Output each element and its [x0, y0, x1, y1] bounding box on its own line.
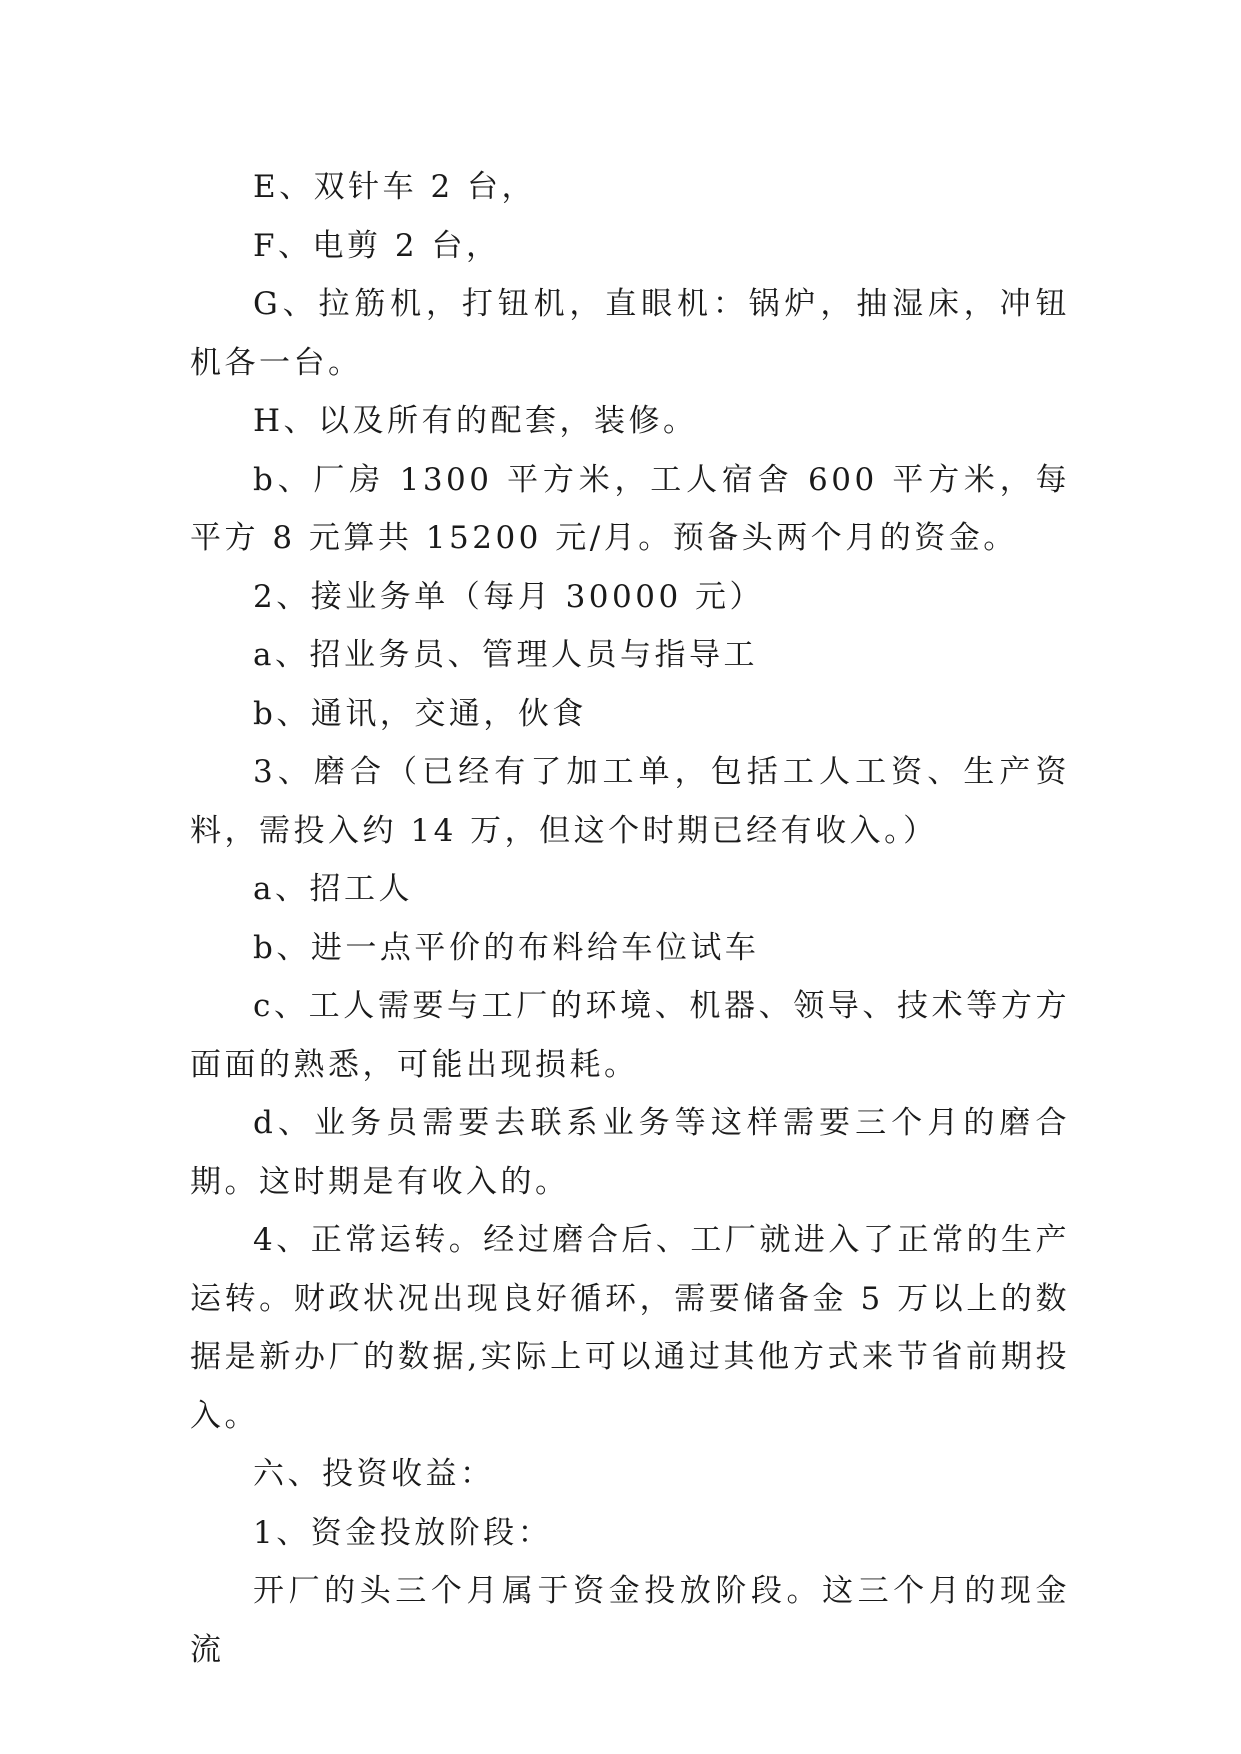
paragraph-equipment-g: G、拉筋机，打钮机，直眼机：锅炉，抽湿床，冲钮机各一台。: [190, 286, 1070, 381]
subheading-capital-stage: 1、资金投放阶段：: [253, 1514, 553, 1551]
document-body: [190, 158, 1070, 1679]
paragraph-hire-staff: a、招业务员、管理人员与指导工: [253, 637, 758, 673]
paragraph-break-in: 3、磨合（已经有了加工单，包括工人工资、生产资料，需投入约 14 万，但这个时期已经有收入。）: [190, 754, 1070, 849]
paragraph-salesman-period: d、业务员需要去联系业务等这样需要三个月的磨合期。这时期是有收入的。: [190, 1105, 1070, 1200]
paragraph-business-orders: 2、接业务单（每月 30000 元）: [253, 578, 765, 615]
paragraph-equipment-h: H、以及所有的配套，装修。: [253, 403, 698, 439]
paragraph-worker-familiarization: c、工人需要与工厂的环境、机器、领导、技术等方方面面的熟悉，可能出现损耗。: [190, 988, 1070, 1083]
paragraph-trial-fabric: b、进一点平价的布料给车位试车: [253, 929, 760, 966]
section-heading-investment-return: 六、投资收益：: [253, 1456, 495, 1492]
paragraph-communication: b、通讯，交通，伙食: [253, 695, 587, 732]
paragraph-equipment-e: E、双针车 2 台，: [253, 169, 537, 205]
paragraph-normal-operation: 4、正常运转。经过磨合后、工厂就进入了正常的生产运转。财政状况出现良好循环，需要储备金 5 万以上的数据是新办厂的数据,实际上可以通过其他方式来节省前期投入。: [190, 1222, 1070, 1434]
paragraph-first-three-months: 开厂的头三个月属于资金投放阶段。这三个月的现金流: [190, 1573, 1070, 1668]
paragraph-hire-workers: a、招工人: [253, 871, 413, 907]
paragraph-factory-rent: b、厂房 1300 平方米，工人宿舍 600 平方米，每平方 8 元算共 15200 元/月。预备头两个月的资金。: [190, 461, 1070, 556]
paragraph-equipment-f: F、电剪 2 台，: [253, 227, 501, 264]
